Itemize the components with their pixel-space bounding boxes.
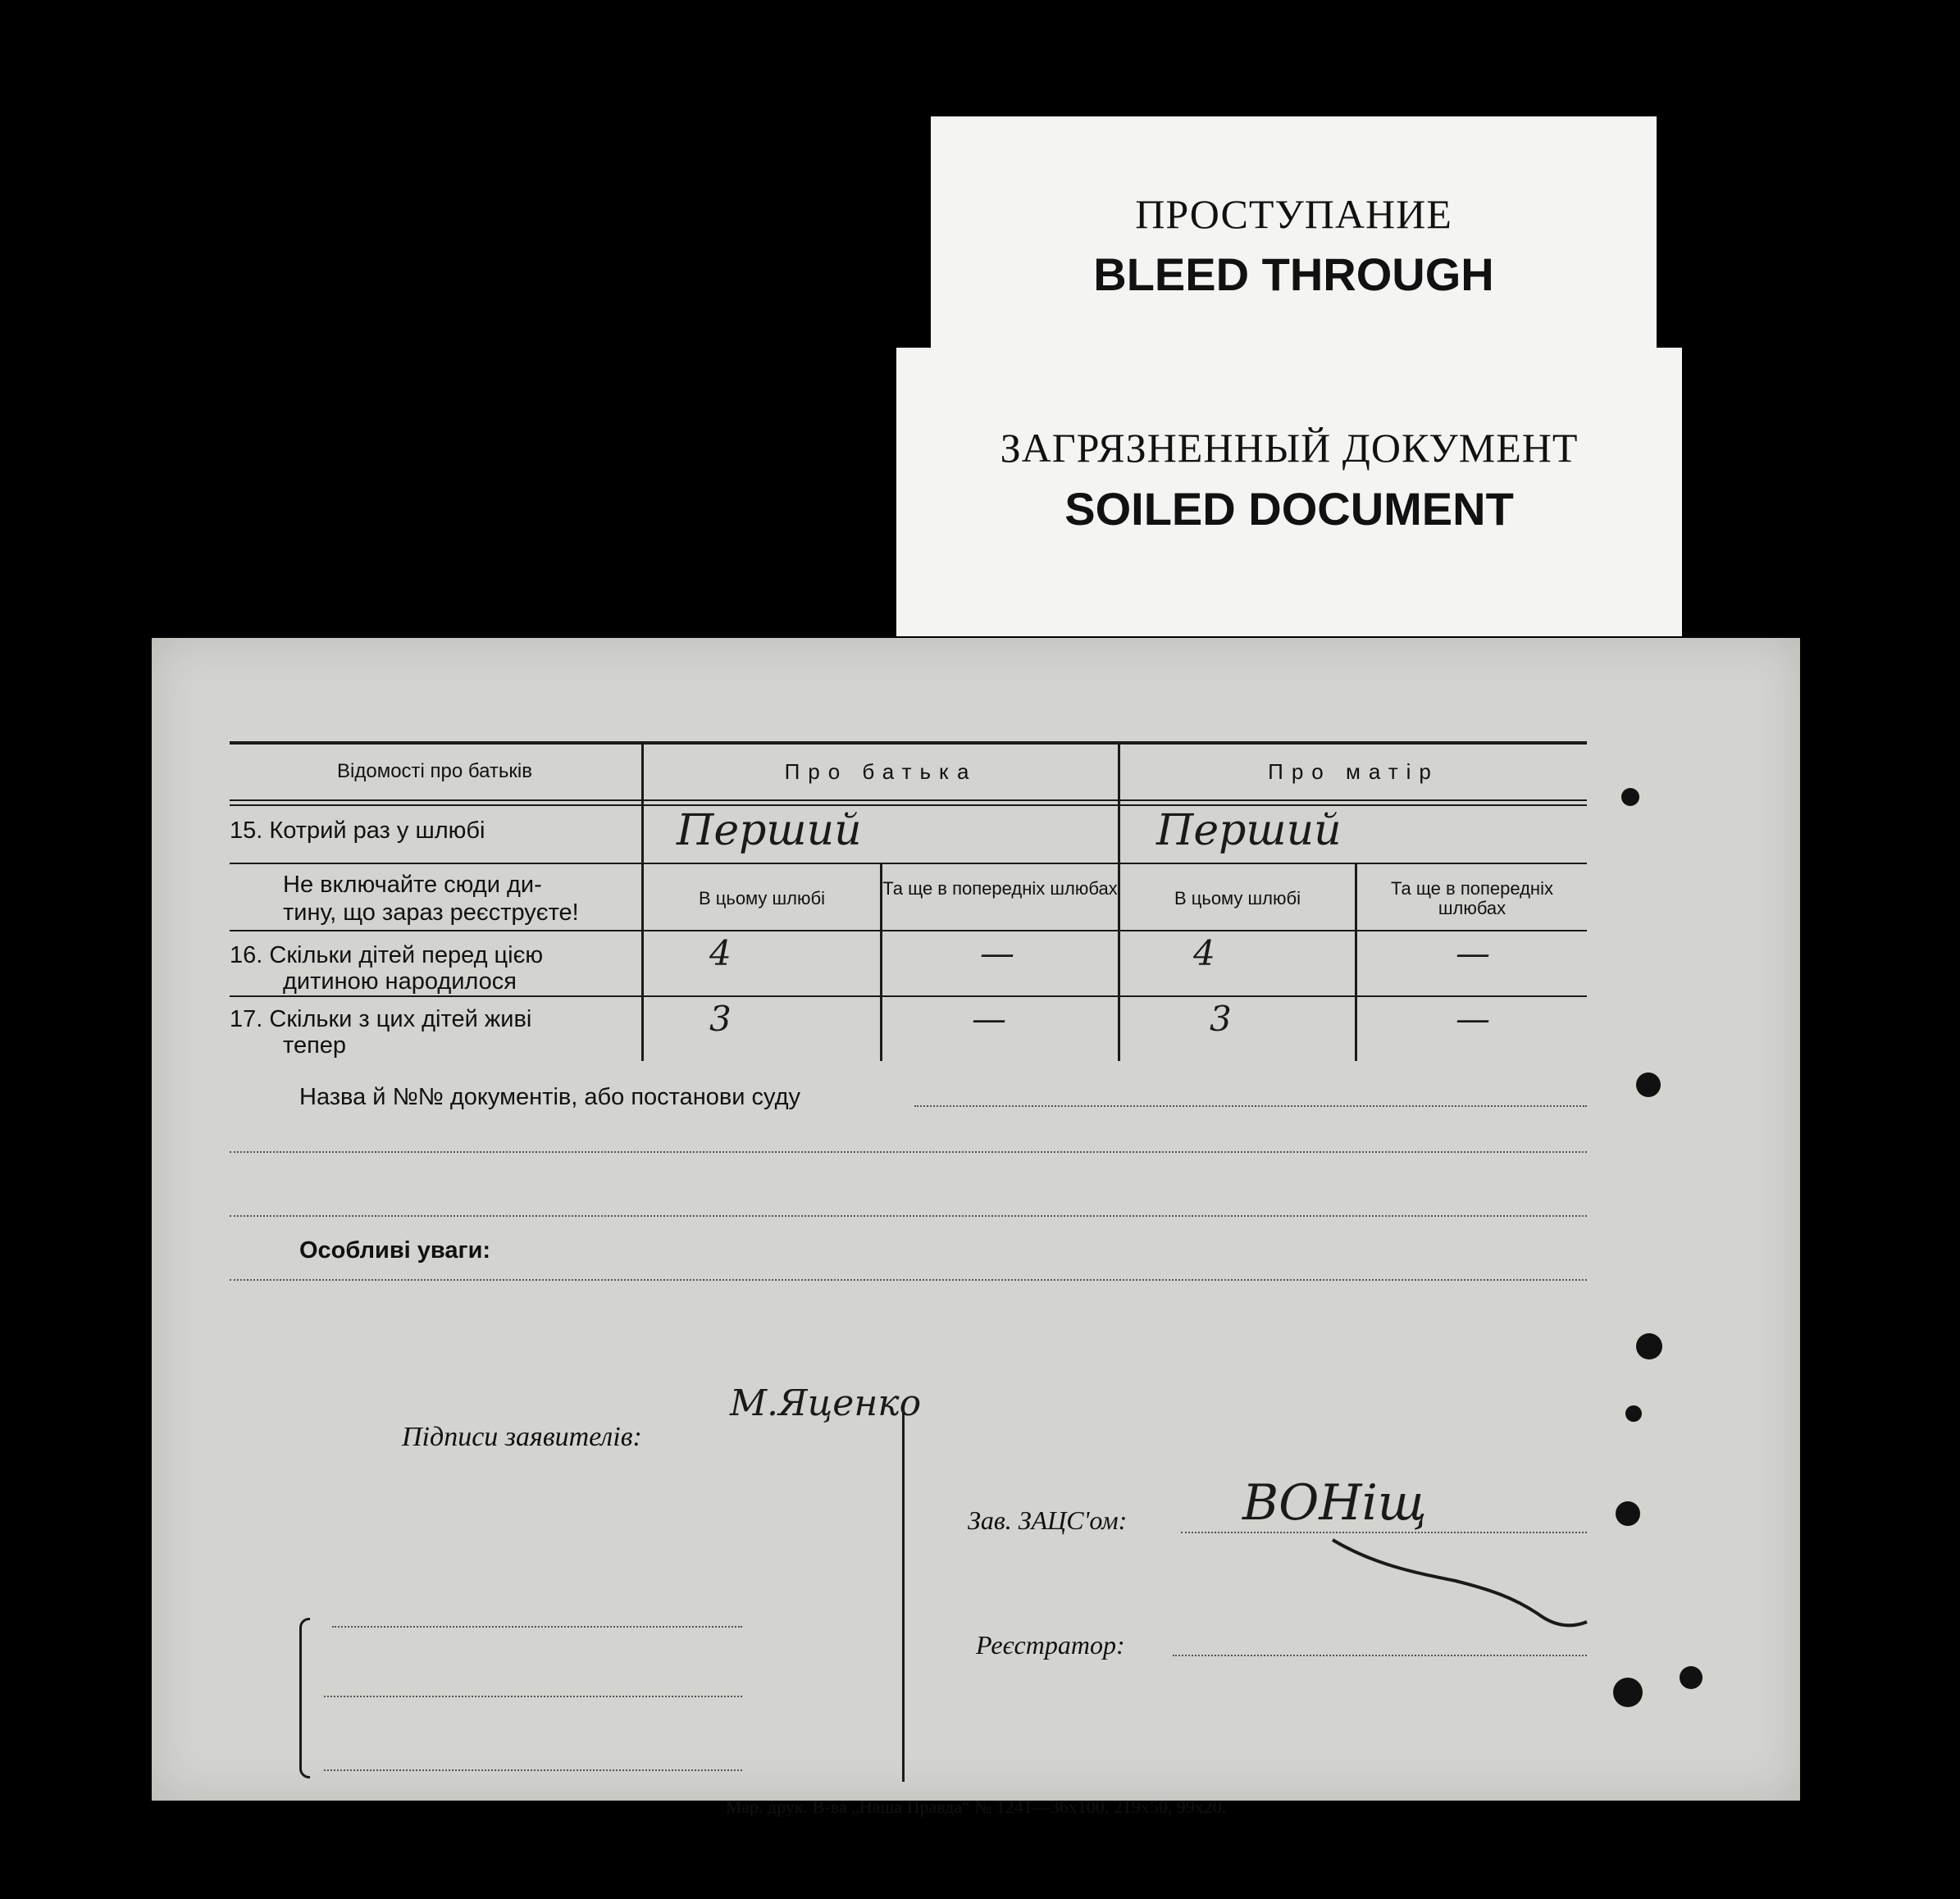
remarks-line: [230, 1279, 1587, 1281]
row16-mother-prev: —: [1456, 933, 1490, 973]
note-line-2: тину, що зараз реєструєте!: [283, 899, 579, 926]
bleed-through-en: BLEED THROUGH: [1093, 248, 1494, 300]
documents-line-3: [230, 1215, 1587, 1217]
row17-father-prev: —: [972, 999, 1006, 1039]
punch-hole: [1613, 1678, 1643, 1707]
printer-footer: Мар. друк. В-ва „Наша Правда“ № 1241—36х100, 219х50, 99х20.: [725, 1797, 1227, 1817]
punch-hole: [1616, 1501, 1640, 1526]
row17-mother-prev: —: [1456, 999, 1490, 1039]
punch-hole: [1621, 788, 1639, 806]
applicant-line-2: [324, 1696, 742, 1697]
remarks-label: Особливі уваги:: [299, 1237, 491, 1264]
signature-divider: [902, 1409, 905, 1782]
header-parents-info: Відомості про батьків: [337, 760, 532, 782]
note-line-1: Не включайте сюди ди-: [283, 872, 542, 898]
sub-this-marriage-mother: В цьому шлюбі: [1174, 888, 1301, 909]
applicant-signature: М.Яценко: [730, 1382, 922, 1424]
punch-hole: [1625, 1405, 1642, 1422]
head-zags-signature: ВОНіщ: [1242, 1474, 1427, 1532]
soiled-document-en: SOILED DOCUMENT: [1064, 483, 1514, 535]
punch-hole: [1680, 1666, 1702, 1689]
row17-mother-this: 3: [1210, 999, 1232, 1039]
row16-father-this: 4: [709, 933, 732, 973]
header-mother: Про матір: [1268, 759, 1439, 784]
note-rule: [230, 930, 1587, 931]
row16-rule: [230, 995, 1587, 997]
header-father: Про батька: [784, 759, 978, 784]
row15-mother-handwritten: Перший: [1156, 806, 1342, 855]
row15-label: 15. Котрий раз у шлюбі: [230, 817, 485, 844]
brace: [299, 1618, 310, 1778]
sub-this-marriage-father: В цьому шлюбі: [698, 888, 826, 909]
registrar-label: Реєстратор:: [976, 1630, 1125, 1660]
registrar-line: [1173, 1655, 1587, 1656]
bleed-through-label: [931, 116, 1657, 348]
bleed-through-ru: ПРОСТУПАНИЕ: [1135, 191, 1452, 237]
sub-prev-marriages-father: Та ще в попередніх шлюбах: [882, 878, 1118, 899]
table-header-rule-2: [230, 804, 1587, 806]
soiled-document-label: [896, 348, 1682, 636]
row16-label-1: 16. Скільки дітей перед цією: [230, 942, 544, 968]
punch-hole: [1636, 1072, 1661, 1097]
row17-label-1: 17. Скільки з цих дітей живі: [230, 1006, 532, 1032]
row17-label-2: тепер: [283, 1032, 347, 1059]
sub-prev-marriages-mother: Та ще в попередніх шлюбах: [1391, 878, 1553, 918]
row15-rule: [230, 863, 1587, 864]
applicants-label: Підписи заявителів:: [402, 1422, 642, 1452]
punch-hole: [1636, 1333, 1662, 1359]
documents-dotted-line: [914, 1105, 1587, 1107]
row16-mother-this: 4: [1193, 933, 1215, 973]
documents-label: Назва й №№ документів, або постанови суду: [299, 1084, 801, 1110]
registration-form-card: [152, 638, 1800, 1817]
signature-flourish: [1324, 1515, 1595, 1630]
row16-label-2: дитиною народилося: [283, 968, 517, 995]
applicant-line-3: [324, 1769, 742, 1771]
table-top-rule: [230, 741, 1587, 745]
head-zags-label: Зав. ЗАЦС'ом:: [968, 1505, 1128, 1535]
row15-father-handwritten: Перший: [677, 806, 862, 855]
row16-father-prev: —: [980, 933, 1014, 973]
soiled-document-ru: ЗАГРЯЗНЕННЫЙ ДОКУМЕНТ: [1000, 425, 1579, 471]
row17-father-this: 3: [709, 999, 732, 1039]
applicant-line-1: [332, 1626, 742, 1628]
table-header-rule: [230, 799, 1587, 801]
documents-line-2: [230, 1151, 1587, 1153]
